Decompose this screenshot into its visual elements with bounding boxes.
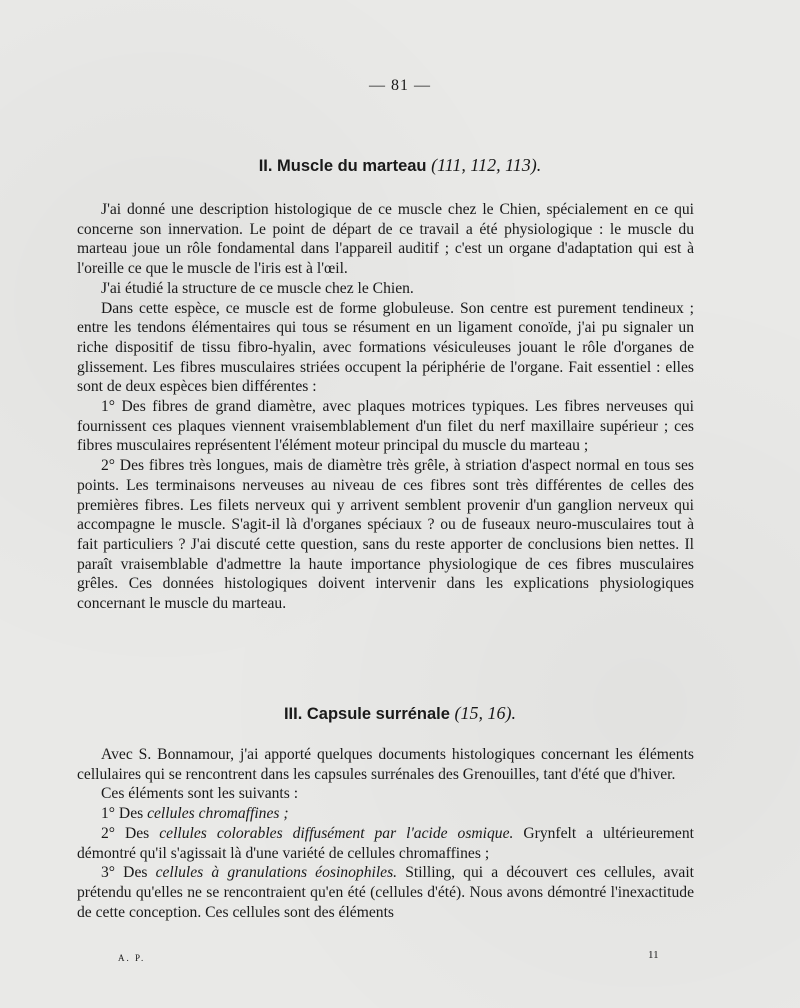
list-item: 1° Des cellules chromaffines ; <box>101 805 289 823</box>
section-body-capsule-surrenale <box>77 745 694 922</box>
section-body-muscle-du-marteau <box>77 200 694 614</box>
list-item: 2° Des cellules colorables diffusément par l'acide osmique. Grynfelt a ultérieurement démontré qu'il s'agissait là d'une variété de cellules chromaffines ; <box>77 824 694 862</box>
paragraph: Ces éléments sont les suivants : <box>101 785 299 803</box>
footer-signature: A. P. <box>118 953 146 963</box>
section-title: III. Capsule surrénale <box>283 705 450 723</box>
paragraph: J'ai donné une description histologique de ce muscle chez le Chien, spécialement en ce qui concerne son innervation. Le point de départ de ce travail a été physiologique : le muscle du marteau joue un rôle fondamental dans l'appareil auditif ; c'est un organe d'adaptation qui est à l'oreille ce que le muscle de l'iris est à l'œil. <box>77 201 694 278</box>
paragraph: 2° Des fibres très longues, mais de diamètre très grêle, à striation d'aspect normal en tous ses points. Les terminaisons nerveuses au niveau de ces fibres sont très différentes de celles des premières fibres. Les filets nerveux qui y arrivent semblent provenir d'un ganglion nerveux qui accompagne le muscle. S'agit-il là d'organes spéciaux ? ou de fuseaux neuro-musculaires tout à fait particuliers ? J'ai discuté cette question, sans du reste apporter de conclusions bien nettes. Il paraît vraisemblable d'admettre la haute importance physiologique de ces fibres musculaires grêles. Ces données histologiques doivent intervenir dans les explications physiologiques concernant le muscle du marteau. <box>77 457 694 613</box>
paragraph: Avec S. Bonnamour, j'ai apporté quelques documents histologiques concernant les éléments cellulaires qui se rencontrent dans les capsules surrénales des Grenouilles, tant d'été que d'hiver. <box>77 746 694 783</box>
footer-sheet-number: 11 <box>648 949 659 961</box>
section-refs: (15, 16). <box>454 703 517 723</box>
section-heading-muscle-du-marteau <box>0 155 800 176</box>
section-title: II. Muscle du marteau <box>258 157 427 175</box>
list-item: 3° Des cellules à granulations éosinophiles. Stilling, qui a découvert ces cellules, avait prétendu qu'elles ne se rencontraient qu'en été (cellules d'été). Nous avons démontré l'inexactitude de cette conception. Ces cellules sont des éléments <box>77 864 694 921</box>
paragraph: 1° Des fibres de grand diamètre, avec plaques motrices typiques. Les fibres nerveuses qui fournissent ces plaques viennent vraisemblablement d'un filet du nerf maxillaire supérieur ; ces fibres musculaires représentent l'élément moteur principal du muscle du marteau ; <box>77 398 694 455</box>
paragraph: J'ai étudié la structure de ce muscle chez le Chien. <box>101 279 414 297</box>
section-heading-capsule-surrenale <box>0 703 800 724</box>
section-refs: (111, 112, 113). <box>431 155 542 175</box>
paragraph: Dans cette espèce, ce muscle est de forme globuleuse. Son centre est purement tendineux ; entre les tendons élémentaires qui tous se résument en un ligament conoïde, j'ai pu signaler un riche dispositif de tissu fibro-hyalin, avec formations vésiculeuses jouant le rôle d'organes de glissement. Les fibres musculaires striées occupent la périphérie de l'organe. Fait essentiel : elles sont de deux espèces bien différentes : <box>77 299 694 396</box>
page-number: — 81 — <box>369 77 431 94</box>
